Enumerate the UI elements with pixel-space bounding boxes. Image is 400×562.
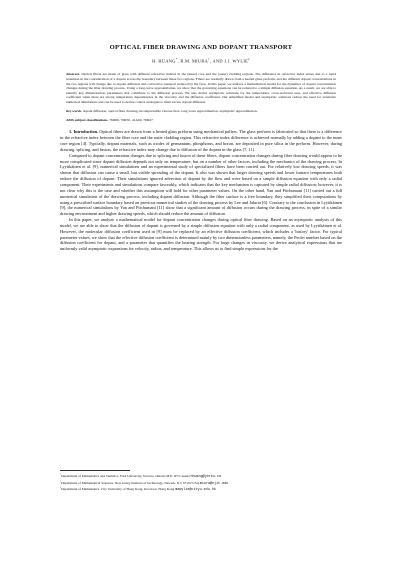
author-mark: * [175,57,178,61]
ams-text: 76D99, 76R50, 41A60, 76D27 [109,117,153,122]
paper-title: OPTICAL FIBER DRAWING AND DOPANT TRANSPORT [109,44,293,51]
ams-heading: AMS subject classifications. [66,117,109,122]
body-paragraph: In this paper, we analyze a mathematical model for dopant concentration changes during optical fiber drawing. Based on an asymptotic analysis of this model, we are able to show that the diffusion of dopant is governed by a simple diffusion equation with only a radial component, as used by Lyytikäinen et al. However, the molecular diffusion coefficient used in [9] must be replaced by an effective diffusion coefficient, which includes a 'history' factor. For typical parameter values, we show that the effective diffusion coefficient is determined mainly by two dimensionless parameters, namely, the Peclet number based on the diffusion coefficient for dopant, and a parameter that quantifies the heating strength. For large changes in viscosity, we derive analytical expressions that are uniformly valid asymptotic expansions for velocity, radius, and temperature. This allows us to find simple expressions for the [60,217,342,252]
author-name: H. HUANG [152,58,176,64]
keywords [66,109,336,114]
footnote-mark: ‡ [60,486,62,490]
footnote [60,486,342,493]
footnote-mark: † [60,479,62,483]
author-mark: † [208,57,210,61]
body-paragraph [60,129,342,152]
section-heading: 1. Introduction. [69,129,99,135]
abstract-text: Optical fibers are made of glass with different refractive indices in the (inner) core and the (outer) cladding regions. The difference in refractive index arises due to a rapid transition in the concentration of a dopant across the boundary between these two regions. Fibers are normally drawn from a heated glass preform, and the different dopant concentrations in the two regions will change due to dopant diffusion and convective transport induced by the flow. In this paper, we analyze a mathematical model for the dynamics of dopant concentration changes during the fiber drawing process. Using a long-wave approximation, we show that the governing equations can be reduced to a simple diffusion equation. As a result, we are able to identify key dimensionless parameters that contribute to the diffusion process. We also derive asymptotic solutions for the temperature, cross-sectional area, and effective diffusion coefficient when there are strong temperature dependencies in the viscosity and the diffusion coefficient. Our simplified model and asymptotic solutions reduce the need for extensive numerical simulations and can be used to devise control strategies to limit excess dopant diffusion. [66,72,336,104]
footnotes [60,473,342,493]
ams-classifications [66,118,336,123]
author-separator: , [177,58,181,64]
author-name: R.M. MIURA [180,58,209,64]
author-line [60,57,342,63]
footnote-text: Department of Mathematics, City University of Hong Kong, Kowloon, Hong Kong [61,487,176,492]
abstract [66,72,336,104]
footnote-email: hhuang@yorku.ca [190,475,221,480]
footnote-text: Department of Mathematical Sciences, New Jersey Institute of Technology, Newark, N.J. 07102 USA [61,480,200,485]
keywords-text: dopant diffusion, optical fiber drawing, incompressible viscous flow, long wave approximation, asymptotic approximation. [82,109,258,114]
abstract-heading: Abstract. [66,72,81,77]
paragraph-text: Optical fibers are drawn from a heated glass preform using mechanical pullers. The glass preform is fabricated so that there is a difference in the refractive index between the fiber core and the outer cladding region. This refractive index difference is achieved normally by adding a dopant to the inner core region [4]. Typically, dopant materials, such as oxides of germanium, phosphorus, and boron, are deposited in pure silica in the preform. However, during drawing, splicing, and fusion, the refractive index may change due to diffusion of the dopant in the glass [7, 11]. [60,129,342,152]
author-mark: ‡ [248,57,250,61]
author-name: J.J. WYLIE [224,58,249,64]
keywords-heading: Key words. [66,109,82,114]
body-paragraph: Compared to dopant concentration changes due to splicing and fusion of these fibers, dopant concentration changes during fiber drawing would appear to be more complicated since dopant diffusion depends not only on temperature, but on a number of other factors, including the mechanics of the drawing process. In Lyytikäinen et al. [9], numerical simulations and an experimental study of specialized fibers have been carried out. For relatively low drawing speeds, it was shown that diffusion can cause a small, but visible spreading of the dopant. It also was shown that larger drawing speeds and lower furnace temperatures both reduce the diffusion of dopant. Their simulations ignored advection of dopant by the flow and were based on a simple diffusion equation with only a radial component. Their experiments and simulations compare favorably, which indicates that the key mechanism is captured by simple radial diffusion; however, it is not clear why this is the case and whether this assumption will hold for other parameter values. On the other hand, Yan and Pitchumani [11] carried out a full numerical simulation of the drawing process, including dopant diffusion. Although the fiber surface is a free boundary, they simplified their computations by using a prescribed surface boundary based on previous numerical studies of the drawing process by Lee and Jaluria [6]. Contrary to the conclusion in Lyytikäinen [9], the numerical simulations by Yan and Pitchumani [11] show that a significant amount of diffusion occurs during the drawing process, in spite of a similar drawing environment and higher drawing speeds, which should reduce the amount of diffusion. [60,152,342,217]
footnote-email: mawylie@cityu.edu.hk [175,488,216,493]
author-separator: , AND [209,58,225,64]
footnote-mark: * [60,473,62,476]
introduction-section [60,129,342,252]
footnote-email: miura@njit.edu [199,481,229,486]
footnote-text: Department of Mathematics and Statistics, York University, Toronto, Ontario M3J 1P3 Canada [61,474,191,479]
